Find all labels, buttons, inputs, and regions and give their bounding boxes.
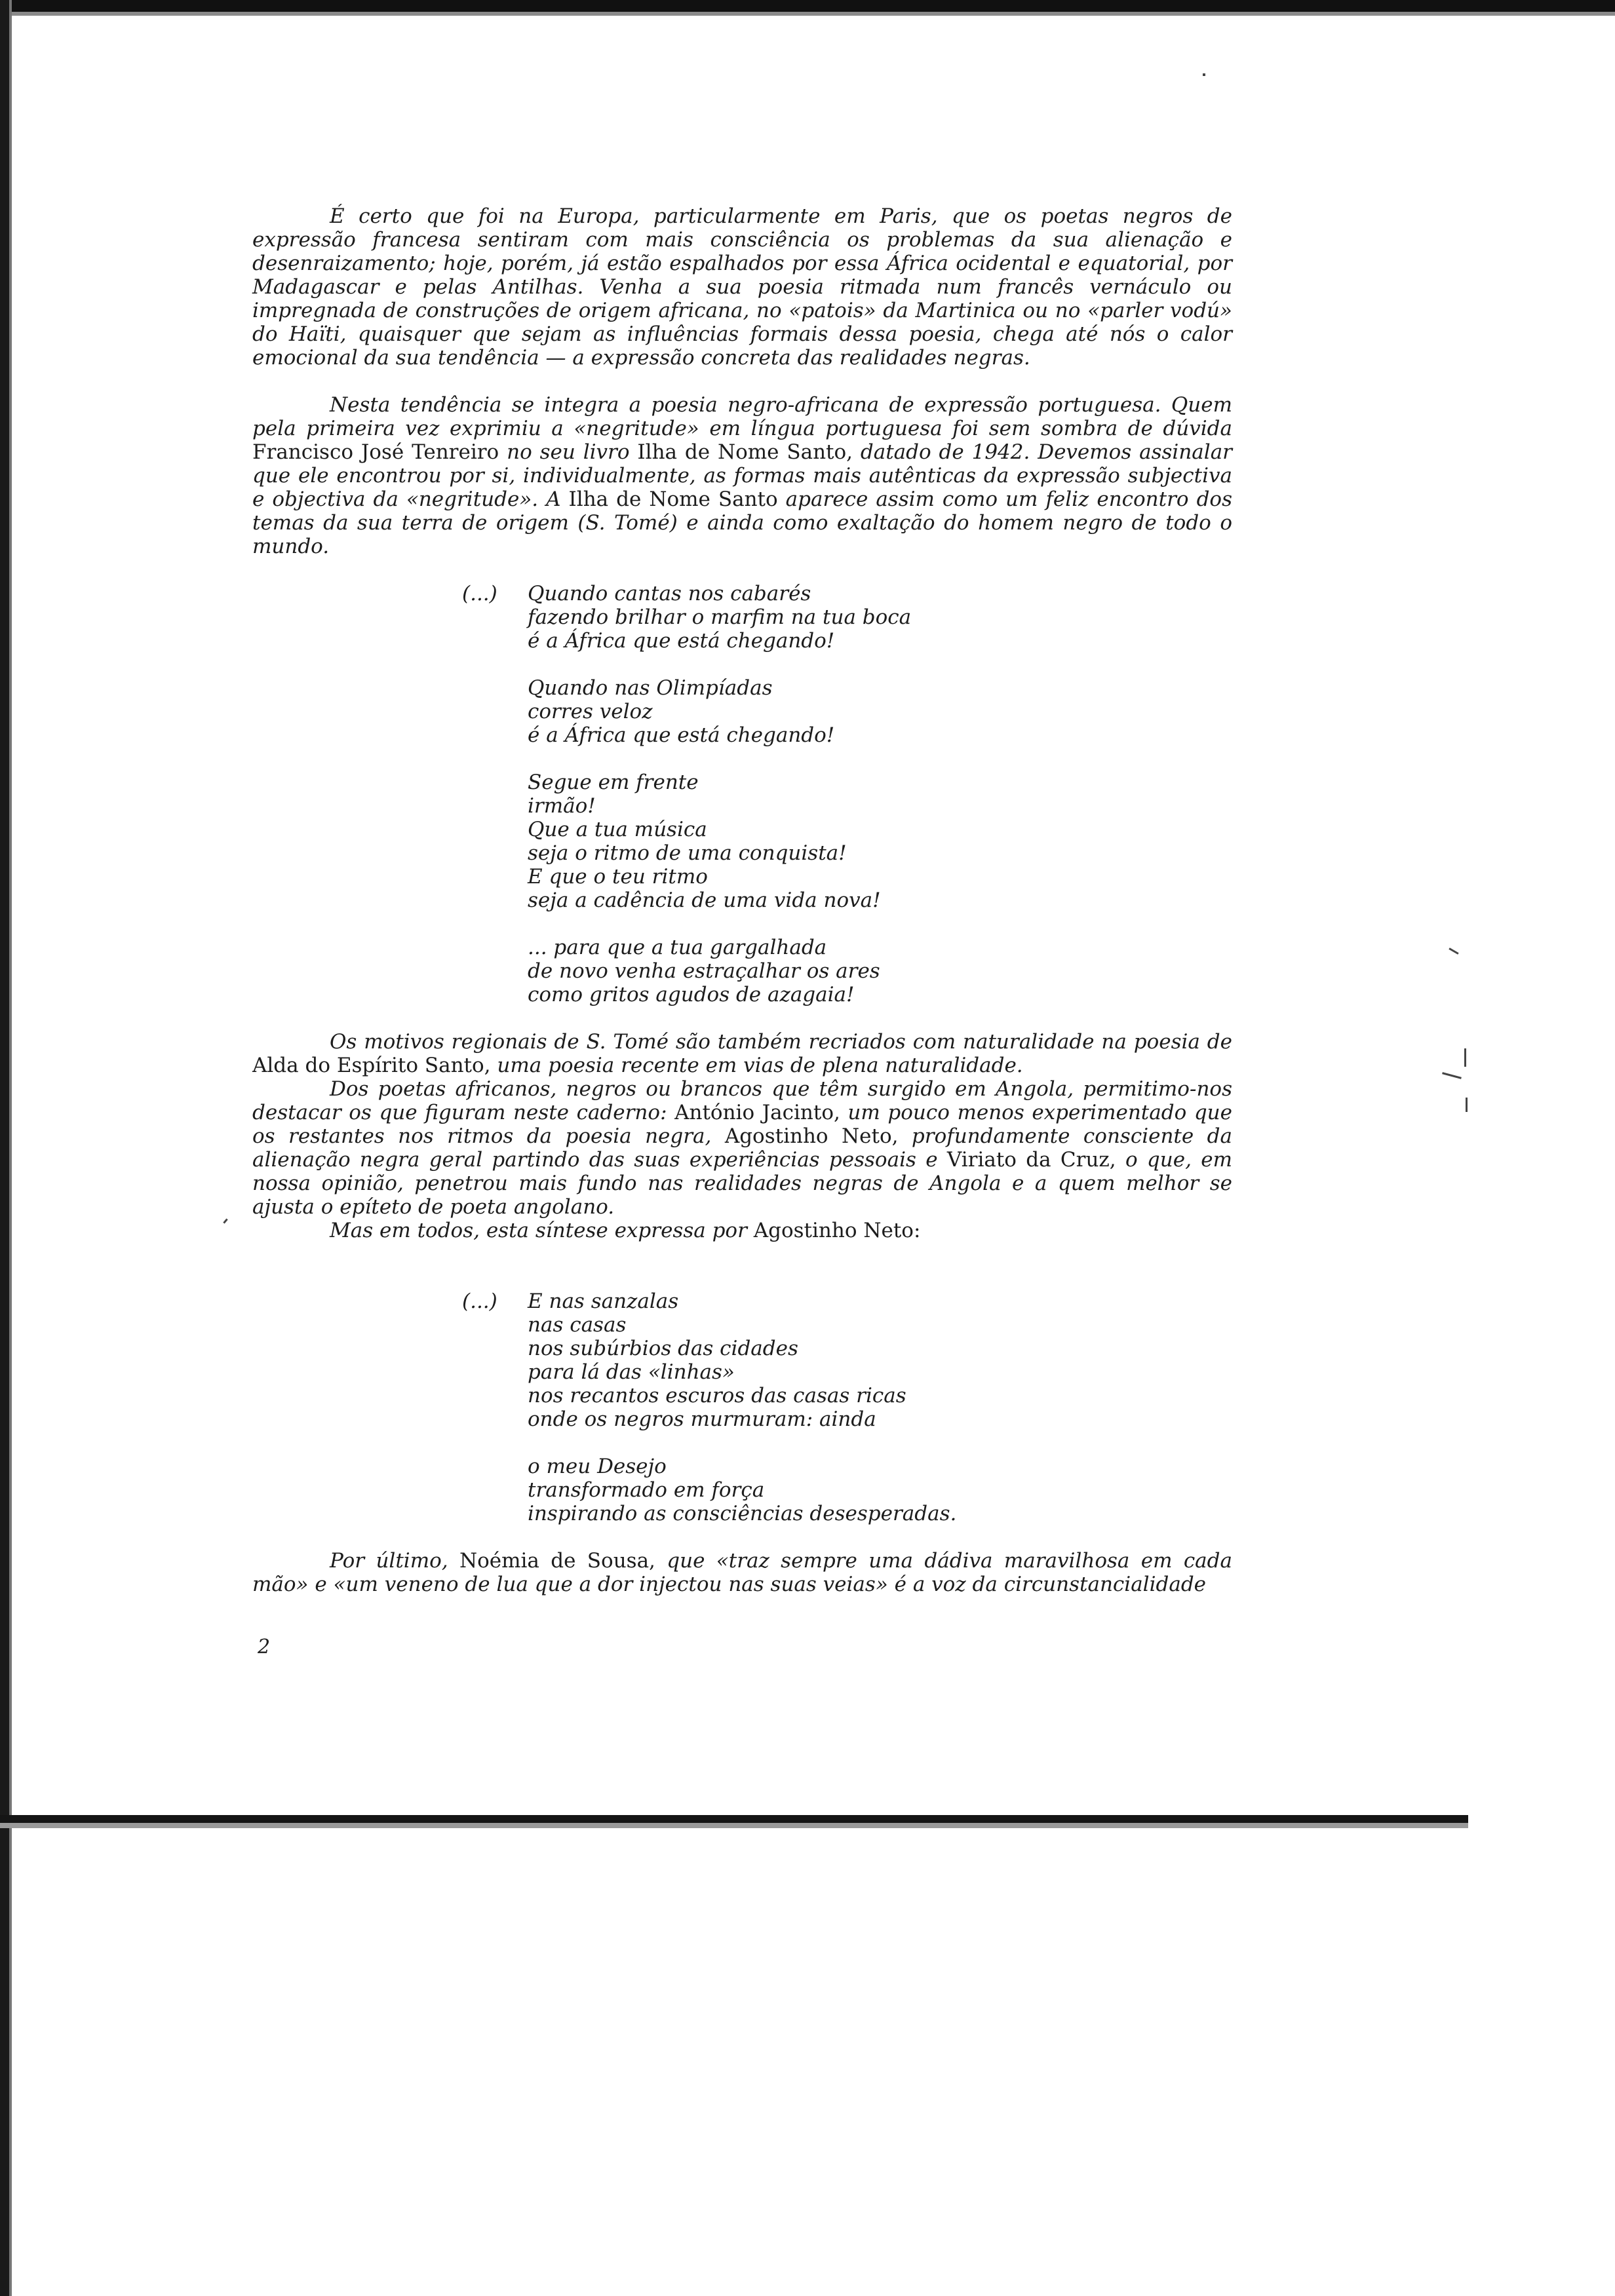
poem-stanza: [528, 1290, 1232, 1431]
author-name: Alda do Espírito Santo,: [252, 1054, 491, 1077]
author-name: Francisco José Tenreiro: [252, 440, 499, 464]
scan-speck: [1442, 1072, 1462, 1079]
scan-speck: [223, 1218, 227, 1223]
poem-quote-2: [462, 1290, 1232, 1525]
author-name: Viriato da Cruz,: [946, 1148, 1116, 1172]
verse-line: onde os negros murmuram: ainda: [528, 1407, 876, 1431]
verse-line: para lá das «linhas»: [528, 1360, 735, 1384]
verse-line: nos recantos escuros das casas ricas: [528, 1384, 906, 1407]
poem-stanza: [528, 582, 1232, 653]
page-fold-line: [0, 1815, 1468, 1823]
verse-line: Quando nas Olimpíadas: [528, 676, 773, 700]
verse-line: corres veloz: [528, 700, 653, 723]
verse-line: Que a tua música: [528, 818, 707, 841]
paragraph-intro: É certo que foi na Europa, particularmente em Paris, que os poetas negros de expressão francesa sentiram com mais consciência os problemas da sua alienação e desenraizamento; hoje, porém, já estão espalhados por essa África ocidental e equatorial, por Madagascar e pelas Antilhas. Venha a sua poesia ritmada num francês vernáculo ou impregnada de construções de origem africana, no «patois» da Martinica ou no «parler vodú» do Haïti, quaisquer que sejam as influências formais dessa poesia, chega até nós o calor emocional da sua tendência — a expressão concreta das realidades negras.: [252, 204, 1232, 370]
author-name: Agostinho Neto:: [753, 1219, 921, 1242]
paragraph-angola: Dos poetas africanos, negros ou brancos que têm surgido em Angola, permitimo-nos destacar os que figuram neste caderno: António Jacinto, um pouco menos experimentado que os restantes nos ritmos da poesia negra, Agostinho Neto, profundamente consciente da alienação negra geral partindo das suas experiências pessoais e Viriato da Cruz, o que, em nossa opinião, penetrou mais fundo nas realidades negras de Angola e a quem melhor se ajusta o epíteto de poeta angolano.: [252, 1077, 1232, 1219]
author-name: Agostinho Neto,: [724, 1124, 899, 1148]
scan-speck: [1449, 947, 1458, 955]
verse-line: inspirando as consciências desesperadas.: [528, 1502, 957, 1525]
poem-stanza: [528, 936, 1232, 1006]
ellipsis-marker: (...): [462, 1290, 497, 1313]
paragraph-synthesis: Mas em todos, esta síntese expressa por Agostinho Neto:: [330, 1219, 921, 1242]
page-body: [252, 204, 1232, 1596]
ellipsis-marker: (...): [462, 582, 497, 605]
poem-quote-1: [462, 582, 1232, 1006]
author-name: Noémia de Sousa,: [459, 1549, 655, 1573]
author-name: António Jacinto,: [674, 1101, 840, 1124]
poem-stanza: [528, 1455, 1232, 1525]
poem-stanza: [528, 676, 1232, 747]
book-title: Ilha de Nome Santo,: [637, 440, 853, 464]
verse-line: é a África que está chegando!: [528, 629, 835, 653]
page-fold-shadow: [0, 1823, 1468, 1828]
page-number: 2: [258, 1636, 271, 1658]
verse-line: ... para que a tua gargalhada: [528, 936, 827, 959]
scan-border-top-shadow: [0, 12, 1615, 16]
verse-line: seja a cadência de uma vida nova!: [528, 889, 881, 912]
book-title: Ilha de Nome Santo: [568, 488, 778, 511]
verse-line: Quando cantas nos cabarés: [528, 582, 811, 605]
verse-line: o meu Desejo: [528, 1455, 667, 1478]
verse-line: como gritos agudos de azagaia!: [528, 983, 855, 1006]
scan-border-left-shadow: [9, 0, 12, 2296]
paragraph-noemia: Por último, Noémia de Sousa, que «traz sempre uma dádiva maravilhosa em cada mão» e «um veneno de lua que a dor injectou nas suas veias» é a voz da circunstancialidade: [252, 1549, 1232, 1596]
verse-line: nas casas: [528, 1313, 627, 1337]
scan-border-top: [0, 0, 1615, 12]
verse-line: Segue em frente: [528, 771, 699, 794]
scan-border-left: [0, 0, 9, 2296]
verse-line: seja o ritmo de uma conquista!: [528, 841, 847, 865]
verse-line: E que o teu ritmo: [528, 865, 708, 889]
paragraph-sao-tome: Os motivos regionais de S. Tomé são também recriados com naturalidade na poesia de Alda do Espírito Santo, uma poesia recente em vias de plena naturalidade.: [252, 1030, 1232, 1077]
poem-stanza: [528, 771, 1232, 912]
scan-speck: [1466, 1098, 1468, 1112]
verse-line: E nas sanzalas: [528, 1290, 679, 1313]
verse-line: irmão!: [528, 794, 596, 818]
verse-line: de novo venha estraçalhar os ares: [528, 959, 880, 983]
paragraph-negritude: Nesta tendência se integra a poesia negro-africana de expressão portuguesa. Quem pela primeira vez exprimiu a «negritude» em língua portuguesa foi sem sombra de dúvida Francisco José Tenreiro no seu livro Ilha de Nome Santo, datado de 1942. Devemos assinalar que ele encontrou por si, individualmente, as formas mais autênticas da expressão subjectiva e objectiva da «negritude». A Ilha de Nome Santo aparece assim como um feliz encontro dos temas da sua terra de origem (S. Tomé) e ainda como exaltação do homem negro de todo o mundo.: [252, 393, 1232, 558]
scan-speck: [1464, 1048, 1466, 1067]
verse-line: transformado em força: [528, 1478, 765, 1502]
verse-line: nos subúrbios das cidades: [528, 1337, 798, 1360]
verse-line: fazendo brilhar o marfim na tua boca: [528, 605, 912, 629]
scan-speck: [1203, 73, 1205, 76]
verse-line: é a África que está chegando!: [528, 723, 835, 747]
